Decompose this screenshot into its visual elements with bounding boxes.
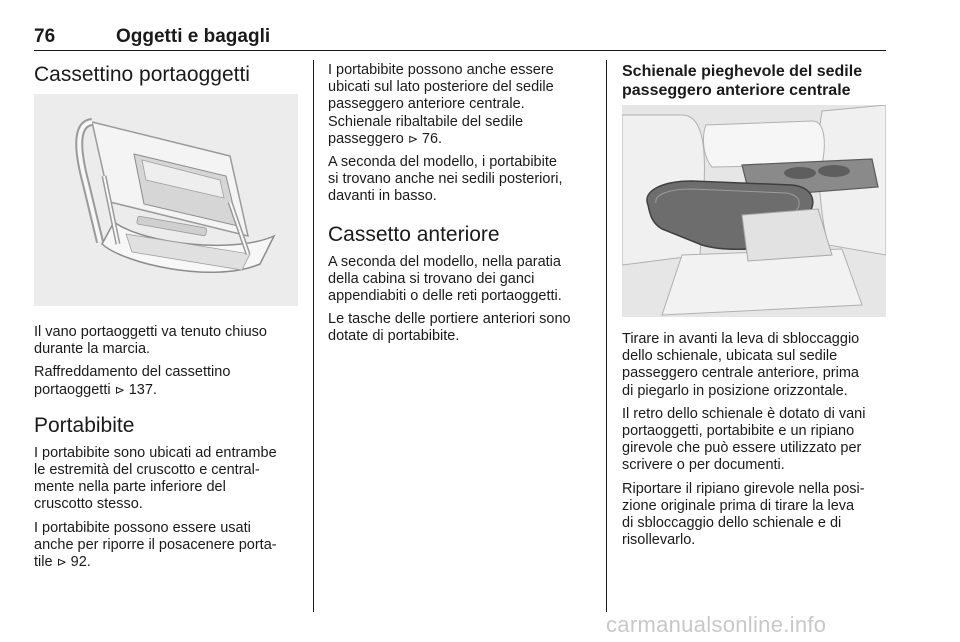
paragraph-door-pockets: Le tasche delle portiere anteriori sono dotate di portabibite.: [328, 311, 571, 345]
section-heading-glovebox: Cassettino portaoggetti: [34, 63, 250, 86]
column-divider-left: [313, 60, 314, 612]
paragraph-cupholders-location: I portabibite sono ubicati ad entrambe le estremità del cruscotto e central- mente nella parte inferiore del cruscotto stesso.: [34, 444, 277, 513]
paragraph-cupholders-ashtray-text: I portabibite possono essere usati anche per riporre il posacenere porta- tile: [34, 519, 277, 571]
page-number: 76: [34, 26, 56, 47]
column-3: [622, 62, 888, 555]
watermark: carmanualsonline.info: [606, 612, 827, 637]
paragraph-return-table: Riportare il ripiano girevole nella posi- zione originale prima di tirare la leva di sbloccaggio dello schienale e di risollevarlo.: [622, 480, 865, 549]
paragraph-release-lever: Tirare in avanti la leva di sbloccaggio dello schienale, ubicata sul sedile passeggero centrale anteriore, prima di piegarlo in posizione orizzontale.: [622, 331, 860, 399]
column-2: [328, 62, 594, 352]
section-heading-front-storage: Cassetto anteriore: [328, 222, 500, 246]
page-reference[interactable]: 137.: [128, 381, 157, 398]
chapter-title: Oggetti e bagagli: [116, 26, 271, 47]
paragraph-front-storage-hooks: A seconda del modello, nella paratia della cabina si trovano dei ganci appendiabiti o delle reti portaoggetti.: [328, 253, 562, 305]
page-reference[interactable]: 92.: [70, 554, 91, 571]
paragraph-rear-cupholders-text: I portabibite possono anche essere ubicati sul lato posteriore del sedile passeggero anteriore centrale. Schienale ribaltabile del sedile passeggero: [328, 62, 554, 147]
glovebox-illustration: [34, 94, 298, 306]
page-header: [34, 24, 886, 51]
folding-seatback-illustration: [622, 105, 886, 317]
arrow-reference-icon[interactable]: ⊳: [114, 382, 125, 397]
column-divider-right: [606, 60, 607, 612]
section-heading-folding-seatback: Schienale pieghevole del sedile passeggero anteriore centrale: [622, 63, 863, 99]
page-reference[interactable]: 76.: [421, 130, 443, 147]
section-heading-cupholders: Portabibite: [34, 413, 135, 437]
arrow-reference-icon[interactable]: ⊳: [56, 555, 67, 570]
column-1: [34, 62, 300, 577]
paragraph-rear-seat-cupholders: A seconda del modello, i portabibite si trovano anche nei sedili posteriori, davanti in basso.: [328, 154, 563, 205]
paragraph-seatback-features: Il retro dello schienale è dotato di vani portaoggetti, portabibite e un ripiano girevole che può essere utilizzato per scrivere o per documenti.: [622, 405, 866, 474]
paragraph-rear-cupholders: [328, 62, 594, 148]
paragraph-cupholders-ashtray: [34, 520, 300, 572]
paragraph-glovebox-cooling-text: Raffreddamento del cassettino portaoggetti: [34, 364, 231, 398]
arrow-reference-icon[interactable]: ⊳: [407, 131, 418, 146]
paragraph-glovebox-closed: Il vano portaoggetti va tenuto chiuso durante la marcia.: [34, 324, 267, 358]
paragraph-glovebox-cooling: [34, 364, 300, 398]
